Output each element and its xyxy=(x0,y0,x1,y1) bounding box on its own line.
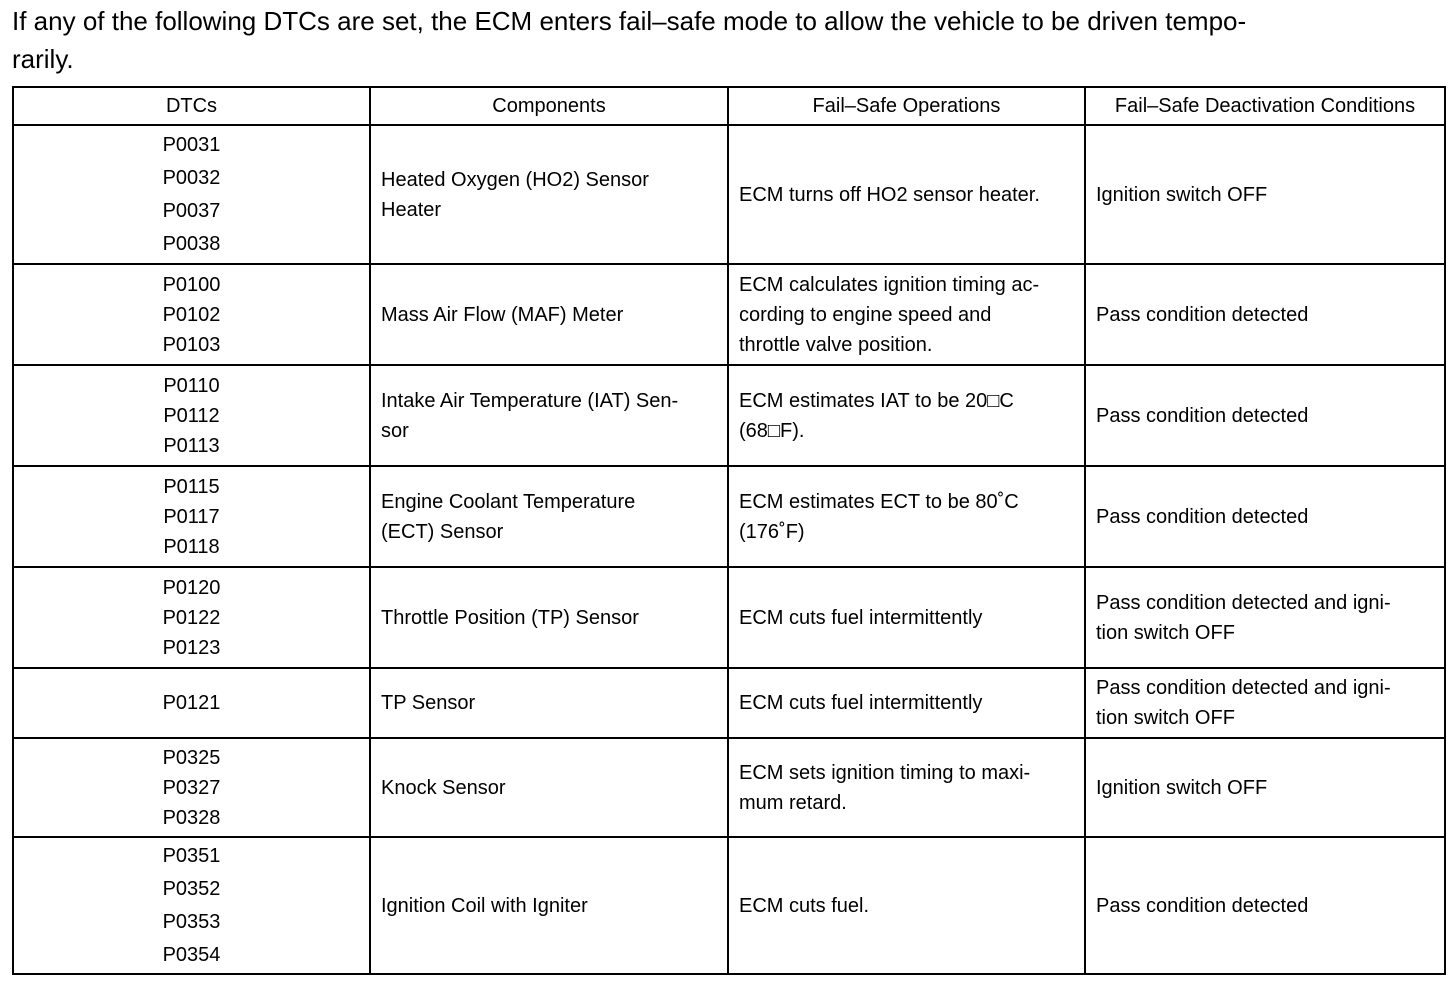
dtc-cell xyxy=(13,668,370,738)
condition-cell xyxy=(1085,365,1445,466)
table-row xyxy=(13,264,1445,365)
dtc-code: P0121 xyxy=(162,692,221,714)
operation-cell xyxy=(728,365,1085,466)
dtc-code: P0038 xyxy=(162,232,221,255)
condition-cell xyxy=(1085,567,1445,668)
condition-cell xyxy=(1085,738,1445,837)
condition-text: Pass condition detected xyxy=(1096,404,1309,427)
operation-text: ECM sets ignition timing to maxi- xyxy=(739,761,1031,784)
dtc-cell xyxy=(13,466,370,567)
intro-paragraph xyxy=(12,2,1442,78)
dtc-code: P0123 xyxy=(162,636,221,659)
dtc-cell xyxy=(13,567,370,668)
operation-cell xyxy=(728,837,1085,974)
dtc-cell xyxy=(13,837,370,974)
operation-text: (68□F). xyxy=(739,419,805,442)
dtc-cell xyxy=(13,738,370,837)
condition-text: Ignition switch OFF xyxy=(1096,183,1268,206)
dtc-code: P0117 xyxy=(163,505,220,528)
dtc-code: P0354 xyxy=(162,943,221,966)
condition-cell xyxy=(1085,466,1445,567)
component-text: Ignition Coil with Igniter xyxy=(381,894,588,917)
component-cell xyxy=(370,668,728,738)
dtc-cell xyxy=(13,365,370,466)
table-header-row xyxy=(13,87,1445,125)
dtc-code: P0115 xyxy=(163,475,220,498)
component-text: Knock Sensor xyxy=(381,776,506,799)
dtc-code: P0110 xyxy=(163,374,220,397)
component-cell xyxy=(370,466,728,567)
dtc-code: P0351 xyxy=(162,844,221,867)
component-text: Engine Coolant Temperature xyxy=(381,490,636,513)
dtc-code: P0353 xyxy=(162,910,221,933)
header-dtcs: DTCs xyxy=(13,87,370,125)
dtc-code: P0031 xyxy=(162,133,221,156)
dtc-code: P0103 xyxy=(162,333,221,356)
table-row xyxy=(13,837,1445,974)
operation-cell xyxy=(728,125,1085,264)
condition-text: tion switch OFF xyxy=(1096,707,1235,729)
dtc-code: P0037 xyxy=(162,199,221,222)
operation-text: (176˚F) xyxy=(739,520,805,543)
operation-text: ECM cuts fuel. xyxy=(739,894,870,917)
table-row xyxy=(13,466,1445,567)
dtc-code: P0112 xyxy=(163,404,220,427)
operation-text: ECM turns off HO2 sensor heater. xyxy=(739,183,1040,206)
operation-text: ECM cuts fuel intermittently xyxy=(739,606,983,629)
table-row xyxy=(13,365,1445,466)
operation-cell xyxy=(728,264,1085,365)
dtc-code: P0328 xyxy=(162,806,221,829)
dtc-code: P0118 xyxy=(163,535,220,558)
operation-cell xyxy=(728,738,1085,837)
condition-text: Ignition switch OFF xyxy=(1096,776,1268,799)
dtc-code: P0102 xyxy=(162,303,221,326)
condition-text: Pass condition detected xyxy=(1096,303,1309,326)
dtc-code: P0327 xyxy=(162,776,221,799)
condition-cell xyxy=(1085,264,1445,365)
condition-cell xyxy=(1085,837,1445,974)
dtc-code: P0113 xyxy=(163,434,220,457)
header-deactivation-conditions: Fail–Safe Deactivation Conditions xyxy=(1085,87,1445,125)
operation-text: throttle valve position. xyxy=(739,333,933,356)
component-text: (ECT) Sensor xyxy=(381,520,504,543)
condition-cell xyxy=(1085,668,1445,738)
header-components: Components xyxy=(370,87,728,125)
component-cell xyxy=(370,837,728,974)
condition-text: Pass condition detected xyxy=(1096,894,1309,917)
component-cell xyxy=(370,365,728,466)
component-text: Heater xyxy=(381,198,442,221)
dtc-cell xyxy=(13,264,370,365)
operation-text: mum retard. xyxy=(739,791,847,814)
component-text: Throttle Position (TP) Sensor xyxy=(381,606,639,629)
operation-cell xyxy=(728,668,1085,738)
dtc-code: P0325 xyxy=(162,746,221,769)
intro-line-1: If any of the following DTCs are set, the ECM enters fail–safe mode to allow the vehicle to be driven tempo- xyxy=(12,6,1247,36)
component-text: Mass Air Flow (MAF) Meter xyxy=(381,303,624,326)
operation-text: ECM calculates ignition timing ac- xyxy=(739,273,1040,296)
table-row xyxy=(13,125,1445,264)
component-cell xyxy=(370,738,728,837)
dtc-cell xyxy=(13,125,370,264)
operation-text: cording to engine speed and xyxy=(739,303,992,326)
operation-text: ECM estimates IAT to be 20□C xyxy=(739,389,1014,412)
intro-line-2: rarily. xyxy=(12,44,74,74)
table-row xyxy=(13,567,1445,668)
component-text: sor xyxy=(381,419,409,442)
dtc-code: P0352 xyxy=(162,877,221,900)
condition-text: tion switch OFF xyxy=(1096,621,1235,644)
condition-text: Pass condition detected and igni- xyxy=(1096,677,1391,699)
dtc-code: P0100 xyxy=(162,273,221,296)
table-row xyxy=(13,668,1445,738)
condition-cell xyxy=(1085,125,1445,264)
dtc-code: P0122 xyxy=(162,606,221,629)
component-text: Heated Oxygen (HO2) Sensor xyxy=(381,168,649,191)
component-text: Intake Air Temperature (IAT) Sen- xyxy=(381,389,679,412)
dtc-code: P0032 xyxy=(162,166,221,189)
operation-text: ECM cuts fuel intermittently xyxy=(739,692,983,714)
operation-cell xyxy=(728,567,1085,668)
component-cell xyxy=(370,567,728,668)
table-row xyxy=(13,738,1445,837)
operation-text: ECM estimates ECT to be 80˚C xyxy=(739,490,1019,513)
component-cell xyxy=(370,264,728,365)
condition-text: Pass condition detected xyxy=(1096,505,1309,528)
operation-cell xyxy=(728,466,1085,567)
fail-safe-table xyxy=(12,86,1446,975)
component-cell xyxy=(370,125,728,264)
dtc-code: P0120 xyxy=(162,576,221,599)
header-fail-safe-operations: Fail–Safe Operations xyxy=(728,87,1085,125)
condition-text: Pass condition detected and igni- xyxy=(1096,591,1391,614)
component-text: TP Sensor xyxy=(381,692,476,714)
